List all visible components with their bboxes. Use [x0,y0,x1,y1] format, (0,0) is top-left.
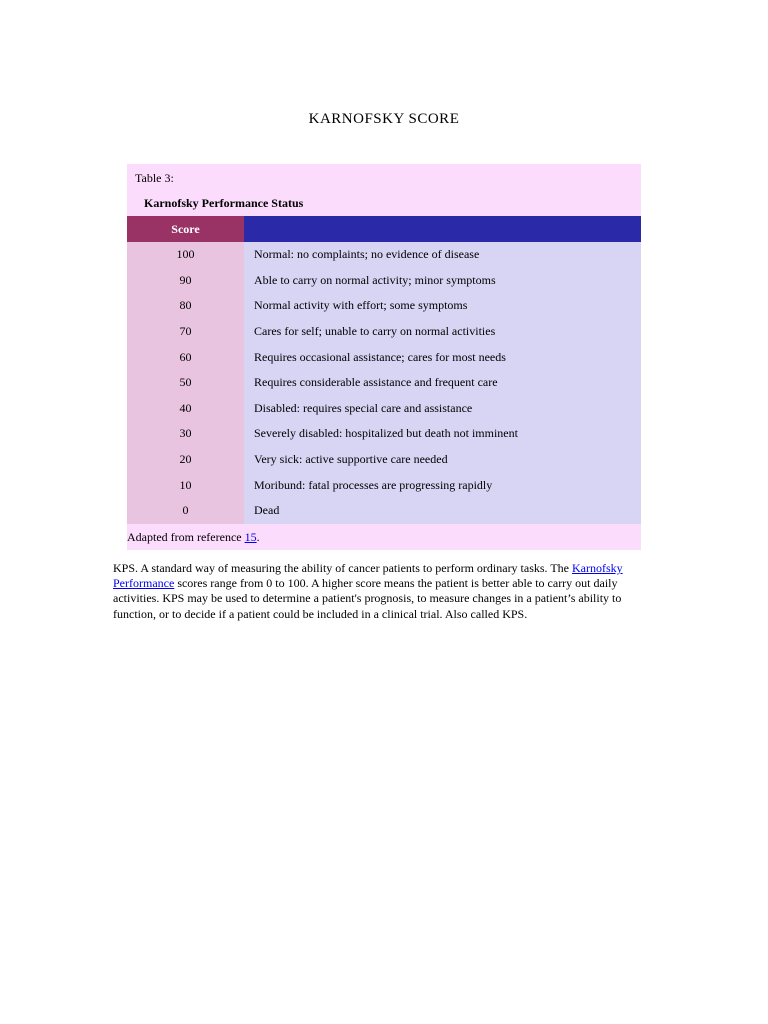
table-row [127,498,641,524]
table-footnote [127,524,641,550]
reference-link[interactable]: 15 [244,529,257,544]
score-cell: 60 [127,344,244,370]
description-cell: Cares for self; unable to carry on normal activities [244,319,641,345]
description-cell: Very sick: active supportive care needed [244,447,641,473]
table-row [127,319,641,345]
score-column-header: Score [127,216,244,242]
description-cell: Disabled: requires special care and assistance [244,396,641,422]
score-cell: 50 [127,370,244,396]
description-cell: Normal activity with effort; some symptoms [244,293,641,319]
table-header-row [127,216,641,242]
table-row [127,421,641,447]
description-cell: Normal: no complaints; no evidence of disease [244,242,641,268]
footnote-prefix: Adapted from reference [127,529,245,544]
kps-table-container [127,164,641,550]
score-cell: 80 [127,293,244,319]
score-cell: 20 [127,447,244,473]
description-column-header [244,216,641,242]
table-caption: Table 3: [135,171,174,185]
table-row [127,370,641,396]
table-row [127,242,641,268]
footnote-suffix: . [256,529,260,544]
description-cell: Able to carry on normal activity; minor symptoms [244,268,641,294]
table-row [127,396,641,422]
table-row [127,447,641,473]
table-row [127,472,641,498]
table-row [127,293,641,319]
score-cell: 100 [127,242,244,268]
kps-table [127,216,641,524]
karnofsky-performance-link[interactable]: Karnofsky Performance [113,561,623,591]
page-title: KARNOFSKY SCORE [308,111,460,127]
description-cell: Severely disabled: hospitalized but death not imminent [244,421,641,447]
description-cell: Moribund: fatal processes are progressing rapidly [244,472,641,498]
description-cell: Requires occasional assistance; cares for most needs [244,344,641,370]
table-title: Karnofsky Performance Status [144,196,304,210]
table-body [127,242,641,524]
kps-definition-paragraph [113,561,658,622]
score-cell: 0 [127,498,244,524]
table-row [127,344,641,370]
description-cell: Requires considerable assistance and frequent care [244,370,641,396]
score-cell: 40 [127,396,244,422]
table-row [127,268,641,294]
paragraph-text-start: KPS. A standard way of measuring the ability of cancer patients to perform ordinary tasks. The [113,561,572,575]
score-cell: 30 [127,421,244,447]
score-cell: 90 [127,268,244,294]
score-cell: 10 [127,472,244,498]
description-cell: Dead [244,498,641,524]
score-cell: 70 [127,319,244,345]
paragraph-text-end: scores range from 0 to 100. A higher score means the patient is better able to carry out daily activities. KPS may be used to determine a patient's prognosis, to measure changes in a patient’s ability to function, or to decide if a patient could be included in a clinical trial. Also called KPS. [113,576,622,621]
